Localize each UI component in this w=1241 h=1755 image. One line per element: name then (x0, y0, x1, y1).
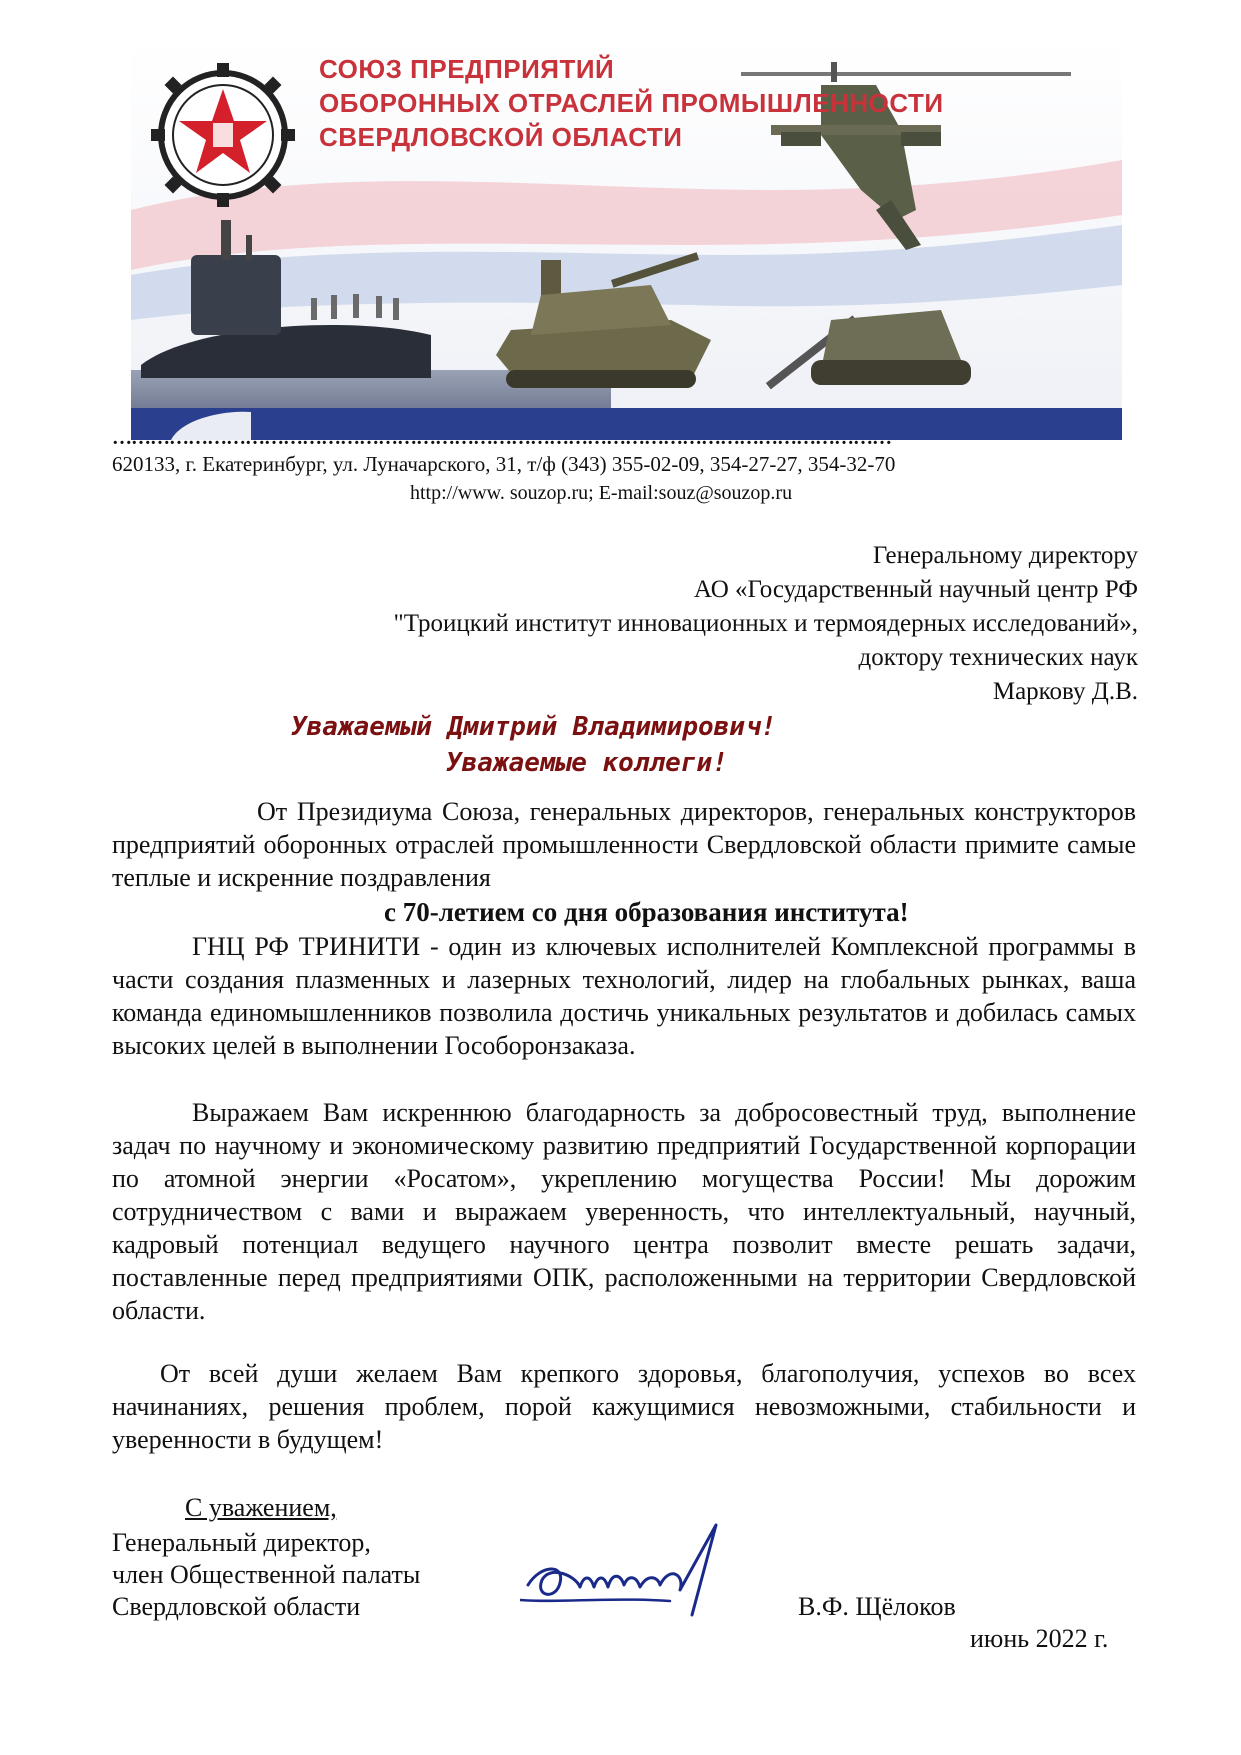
org-name-line: ОБОРОННЫХ ОТРАСЛЕЙ ПРОМЫШЛЕННОСТИ (319, 88, 944, 118)
handwritten-signature (520, 1505, 750, 1625)
signer-name: В.Ф. Щёлоков (798, 1592, 956, 1621)
body-paragraph: От Президиума Союза, генеральных директоров, генеральных конструкторов предприятий оборонных отраслей промышленности Свердловской области примите самые теплые и искренние поздравления (112, 797, 1136, 892)
addressee-line: Генеральному директору (872, 542, 1138, 569)
addressee-line: Маркову Д.В. (992, 678, 1138, 705)
body-paragraph: От всей души желаем Вам крепкого здоровья, благополучия, успехов во всех начинаниях, решения проблем, порой кажущимися невозможными, стабильности и уверенности в будущем! (112, 1359, 1136, 1454)
greeting-line: Уважаемые коллеги! (446, 748, 728, 778)
letter-date: июнь 2022 г. (970, 1624, 1109, 1653)
contact-web-email: http://www. souzop.ru; E-mail:souz@souzop.ru (410, 482, 793, 504)
body-highlight: с 70-летием со дня образования института! (384, 897, 909, 927)
org-name-line: СОЮЗ ПРЕДПРИЯТИЙ (319, 54, 615, 84)
body-paragraph: ГНЦ РФ ТРИНИТИ - один из ключевых исполнителей Комплексной программы в части создания плазменных и лазерных технологий, лидер на глобальных рынках, ваша команда единомышленников позволила достичь уникальных результатов и добилась самых высоких целей в выполнении Гособоронзаказа. (112, 932, 1136, 1060)
greeting-line: Уважаемый Дмитрий Владимирович! (291, 712, 777, 742)
signer-title-line: Свердловской области (112, 1592, 361, 1621)
signer-title-line: Генеральный директор, (112, 1528, 371, 1557)
signer-title-line: член Общественной палаты (112, 1560, 421, 1589)
contact-address: 620133, г. Екатеринбург, ул. Луначарского, 31, т/ф (343) 355-02-09, 354-27-27, 354-32-70 (112, 452, 896, 476)
addressee-line: "Троицкий институт инновационных и термоядерных исследований», (393, 610, 1138, 637)
addressee-line: АО «Государственный научный центр РФ (693, 576, 1138, 603)
header-banner (131, 40, 1122, 440)
closing-phrase: С уважением, (185, 1493, 337, 1522)
header-dotted-separator: …………………………………………………………………………………………………………… (112, 428, 891, 448)
body-paragraph: Выражаем Вам искреннюю благодарность за добросовестный труд, выполнение задач по научному и экономическому развитию предприятий Государственной корпорации по атомной энергии «Росатом», укреплению могущества России! Мы дорожим сотрудничеством с вами и выражаем уверенность, что интеллектуальный, научный, кадровый потенциал ведущего научного центра позволит вместе решать задачи, поставленные перед предприятиями ОПК, расположенными на территории Свердловской области. (112, 1098, 1136, 1325)
union-emblem (151, 63, 295, 207)
org-name-line: СВЕРДЛОВСКОЙ ОБЛАСТИ (319, 122, 683, 152)
addressee-line: доктору технических наук (858, 644, 1138, 671)
